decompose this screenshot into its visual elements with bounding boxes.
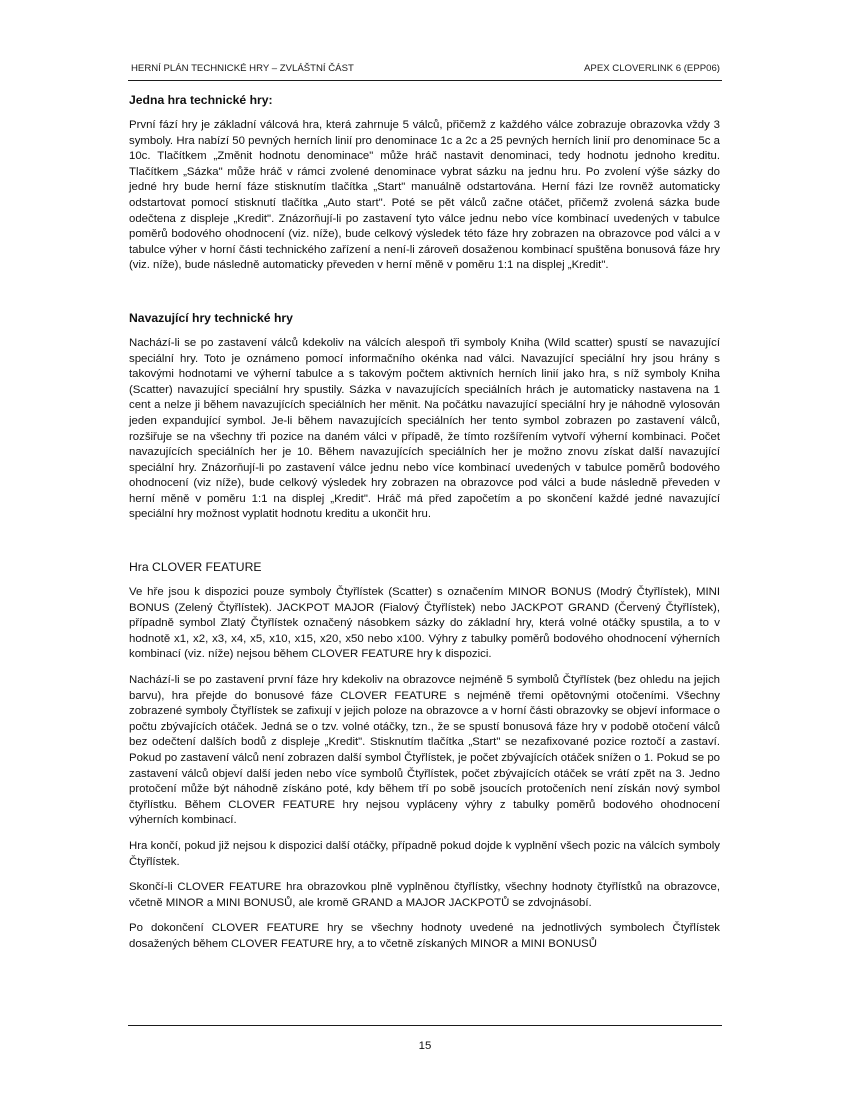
header-game-name: APEX CLOVERLINK 6 (EPP06) <box>584 63 720 74</box>
section-title: Hra CLOVER FEATURE <box>129 560 262 575</box>
paragraph: Ve hře jsou k dispozici pouze symboly Čtyřlístek (Scatter) s označením MINOR BONUS (Modrý Čtyřlístek), MINI BONUS (Zelený Čtyřlístek). JACKPOT MAJOR (Fialový Čtyřlístek) nebo JACKPOT GRAND (Červený Čtyřlístek), případně symbol Zlatý Čtyřlístek označený násobkem sázky do základní hry, která volné otáčky spustila, a to v hodnotě x1, x2, x3, x4, x5, x10, x15, x20, x50 nebo x100. Výhry z tabulky poměrů bodového ohodnocení výherních kombinací (viz. níže) nejsou během CLOVER FEATURE hry k dispozici. <box>129 586 720 661</box>
page-content <box>129 92 720 953</box>
paragraph: Po dokončení CLOVER FEATURE hry se všechny hodnoty uvedené na jednotlivých symbolech Čtyřlístek dosažených během CLOVER FEATURE hry, a to včetně získaných MINOR a MINI BONUSŮ <box>129 922 720 950</box>
paragraph: Skončí-li CLOVER FEATURE hra obrazovkou plně vyplněnou čtyřlístky, všechny hodnoty čtyřlístků na obrazovce, včetně MINOR a MINI BONUSŮ, ale kromě GRAND a MAJOR JACKPOTŮ se zdvojnásobí. <box>129 881 720 909</box>
header-document-title: HERNÍ PLÁN TECHNICKÉ HRY – ZVLÁŠTNÍ ČÁST <box>131 63 354 74</box>
paragraph: První fází hry je základní válcová hra, která zahrnuje 5 válců, přičemž z každého válce zobrazuje obrazovka vždy 3 symboly. Hra nabízí 50 pevných herních linií pro denominace 1c a 2c a 25 pevných herních linií pro denominace 5c a 10c. Tlačítkem „Změnit hodnotu denominace" může hráč nastavit denominaci, tedy hodnotu jednoho kreditu. Tlačítkem „Sázka" může hráč v rámci zvolené denominace vybrat sázku na jednu hru. Po zvolení výše sázky do jedné hry bude herní fáze stisknutím tlačítka „Start" manuálně odstartována. Herní fázi lze rovněž automaticky odstartovat pomocí stisknutí tlačítka „Auto start". Poté se pět válců začne otáčet, přičemž zvolená sázka bude odečtena z displeje „Kredit". Znázorňují-li po zastavení tyto válce jednu nebo více kombinací uvedených v tabulce poměrů bodového ohodnocení (viz. níže), bude celkový výsledek této fáze hry zobrazen na obrazovce pod válci a v tabulce výher v horní části technického zařízení a není-li zároveň dosaženou kombinací spuštěna bonusová fáze hry (viz. níže), bude následně automaticky převeden v herní měně v poměru 1:1 na displej „Kredit". <box>129 119 720 272</box>
section-single-game <box>129 92 720 274</box>
section-title: Jedna hra technické hry: <box>129 93 273 107</box>
section-follow-up-games <box>129 310 720 523</box>
paragraph: Hra končí, pokud již nejsou k dispozici další otáčky, případně pokud dojde k vyplnění všech pozic na válcích symboly Čtyřlístek. <box>129 839 720 868</box>
page-header <box>128 62 722 76</box>
paragraph: Nachází-li se po zastavení první fáze hry kdekoliv na obrazovce nejméně 5 symbolů Čtyřlístek (bez ohledu na jejich barvu), hra přejde do bonusové fáze CLOVER FEATURE s nejméně třemi opětovnými otočeními. Všechny zobrazené symboly Čtyřlístek se zafixují v jejich poloze na obrazovce a v horní části obrazovky se objeví informace o počtu zbývajících otáček. Jedná se o tzv. volné otáčky, tzn., že se spustí bonusová fáze hry v podobě otočení válců bez odečtení dalších bodů z displeje „Kredit". Stisknutím tlačítka „Start" se nezafixované pozice roztočí a zastaví. Pokud po zastavení válců není zobrazen další symbol Čtyřlístek, je počet zbývajících otáček snížen o 1. Pokud se po zastavení válců objeví další jeden nebo více symbolů Čtyřlístek, počet zbývajících otáček se vrátí zpět na 3. Jedno protočení může být náhodně získáno poté, kdy během tří po sobě jsoucích protočeních není získán nový symbol čtyřlístku. Během CLOVER FEATURE hry nejsou vypláceny výhry z tabulky poměrů bodového ohodnocení výherních kombinací. <box>129 674 720 827</box>
section-clover-feature <box>129 559 720 952</box>
section-title: Navazující hry technické hry <box>129 310 293 325</box>
header-divider <box>128 80 722 81</box>
footer-divider <box>128 1025 722 1026</box>
paragraph: Nachází-li se po zastavení válců kdekoliv na válcích alespoň tři symboly Kniha (Wild scatter) spustí se navazující speciální hry. Toto je oznámeno pomocí informačního okénka nad válci. Navazující speciální hry jsou hrány s takovými hodnotami ve výherní tabulce a s takovým počtem aktivních herních linií jako hra, s níž symboly Kniha (Scatter) navazující speciální hry spustily. Sázka v navazujících speciálních hrách je automaticky nastavena na 1 cent a nelze ji během navazujících speciálních her měnit. Na počátku navazující speciální hry je náhodně vylosován jeden expandující symbol. Je-li během navazujících speciálních her tento symbol zobrazen po zastavení válců, rozšiřuje se na všechny tři pozice na daném válci v případě, že tímto rozšířením vytvoří výherní kombinaci. Počet navazujících speciálních her je 10. Během navazujících speciálních her je možno znovu získat další navazující speciální hry. Znázorňují-li po zastavení válce jednu nebo více kombinací uvedených v tabulce poměrů bodového ohodnocení (viz níže), bude celkový výsledek hry zobrazen na obrazovce pod válci a bude následně převeden v herní měně v poměru 1:1 na displej „Kredit". Hráč má před započetím a po skončení každé jedné navazující speciální hry možnost vyplatit hodnotu kreditu a ukončit hru. <box>129 336 720 521</box>
page-number: 15 <box>418 1040 432 1052</box>
